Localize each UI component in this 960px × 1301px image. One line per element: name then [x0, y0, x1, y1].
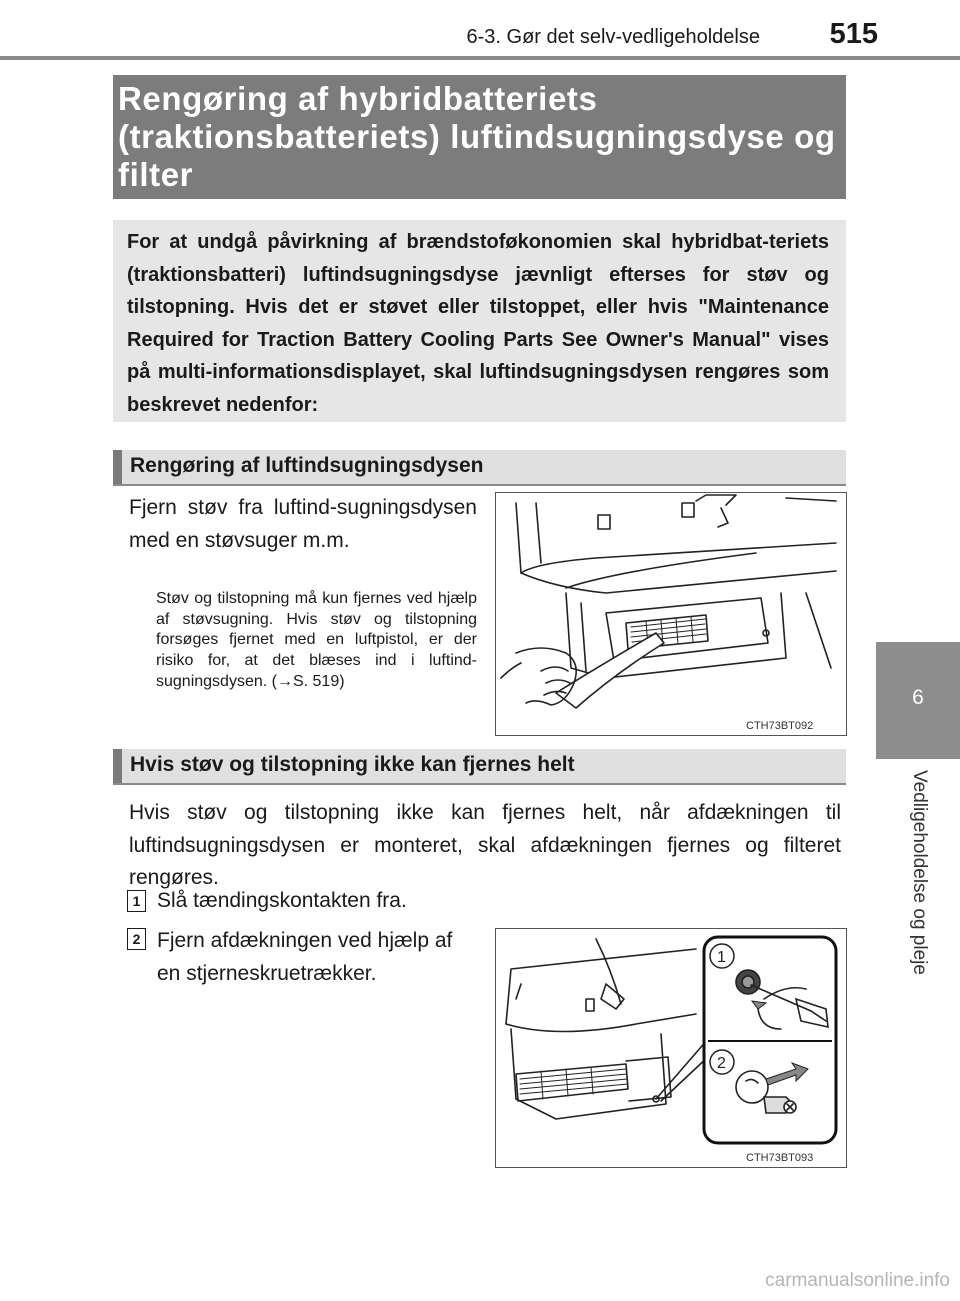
intro-text: For at undgå påvirkning af brændstoføkonomien skal hybridbat-teriets (traktionsbatteri) luftindsugningsdyse jævnligt efterses for støv og tilstopning. Hvis det er støvet eller tilstoppet, eller hvis "Maintenance Required for Traction Battery Cooling Parts See Owner's Manual" vises på multi-informationsdisplayet, skal luftindsugningsdysen rengøres som beskrevet nedenfor:	[127, 231, 829, 416]
callout-2-label: 2	[717, 1055, 726, 1072]
step-number-2: 2	[127, 928, 146, 950]
chapter-number: 6	[912, 686, 924, 709]
step-text-1: Slå tændingskontakten fra.	[157, 889, 407, 912]
filter-instruction: Hvis støv og tilstopning ikke kan fjernes helt, når afdækningen til luftindsugningsdysen er monteret, skal afdækningen fjernes og filteret rengøres.	[129, 801, 841, 889]
figure-code-1: CTH73BT092	[746, 720, 814, 732]
section-heading-cleaning	[113, 450, 846, 486]
page-title: Rengøring af hybridbatteriets (traktionsbatteriets) luftindsugningsdyse og filter	[118, 80, 836, 193]
section-accent	[113, 749, 122, 783]
vacuum-drawing	[496, 493, 846, 735]
section-heading-not-removed	[113, 749, 846, 785]
chapter-label: Vedligeholdelse og pleje	[909, 770, 930, 975]
header-section-title: 6-3. Gør det selv-vedligeholdelse	[466, 26, 760, 48]
section-heading-label: Rengøring af luftindsugningsdysen	[130, 454, 484, 477]
cleaning-instruction: Fjern støv fra luftind-sugningsdysen med en støvsuger m.m.	[129, 496, 477, 552]
cleaning-note: Støv og tilstopning må kun fjernes ved hjælp af støvsugning. Hvis støv og tilstopning forsøges fjernet med en luftpistol, er der risiko for, at det blæses ind i luftind-sugningsdysen. (→S. 519)	[156, 590, 477, 690]
cover-removal-drawing	[496, 929, 846, 1167]
step-text-2: Fjern afdækningen ved hjælp af en stjerneskruetrækker.	[157, 929, 453, 985]
header-rule	[0, 56, 960, 60]
figure-code-2: CTH73BT093	[746, 1152, 814, 1164]
vacuum-illustration	[495, 492, 847, 736]
footer-watermark: carmanualsonline.info	[765, 1270, 950, 1291]
section-heading-label: Hvis støv og tilstopning ikke kan fjernes helt	[130, 753, 575, 776]
step-number-1: 1	[127, 890, 146, 912]
callout-1-label: 1	[717, 949, 726, 966]
cover-removal-illustration	[495, 928, 847, 1168]
page-number: 515	[829, 18, 878, 50]
section-accent	[113, 450, 122, 484]
